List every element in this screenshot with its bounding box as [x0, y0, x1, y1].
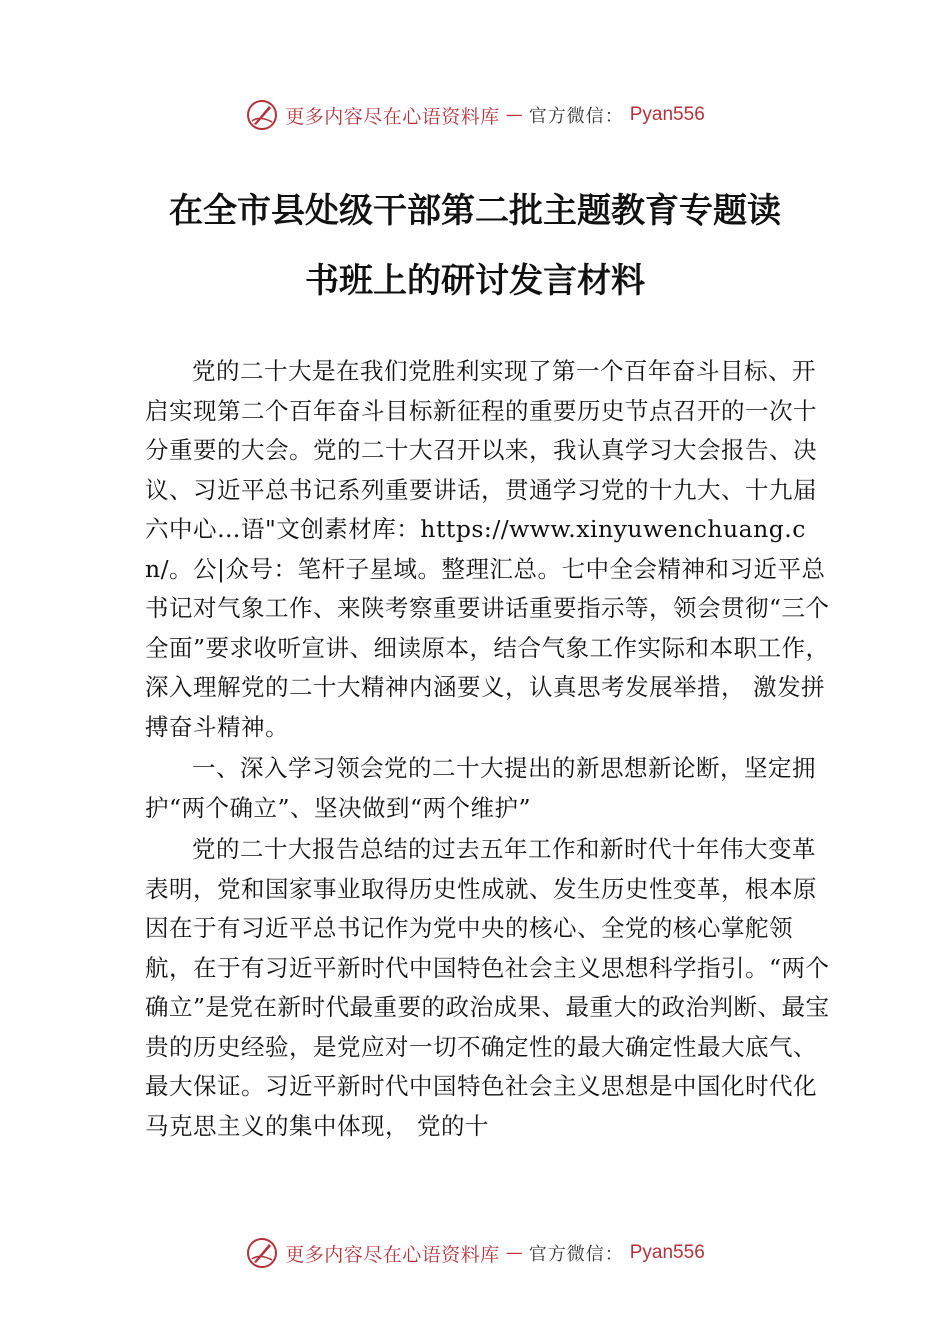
banner-wechat-label: 官方微信： [528, 1244, 624, 1265]
body-paragraph-2: 党的二十大报告总结的过去五年工作和新时代十年伟大变革表明，党和国家事业取得历史性成就、发生历史性变革，根本原因在于有习近平总书记作为党中央的核心、全党的核心掌舵领航，在于有习近平新时代中国特色社会主义思想科学指引。“两个确立”是党在新时代最重要的政治成果、最重大的政治判断、最宝贵的历史经验，是党应对一切不确定性的最大确定性最大底气、最大保证。习近平新时代中国特色社会主义思想是中国化时代化马克思主义的集中体现， 党的十 [145, 835, 830, 1140]
quill-pen-logo-icon [245, 1236, 279, 1270]
banner-wechat-id: Pyan556 [629, 104, 705, 125]
header-banner [0, 95, 950, 135]
banner-wechat-id: Pyan556 [629, 1242, 705, 1263]
document-title-line-2: 书班上的研讨发言材料 [305, 261, 645, 301]
document-title-line-1: 在全市县处级干部第二批主题教育专题读 [169, 191, 781, 231]
banner-separator: — [505, 105, 523, 125]
banner-library-text: 更多内容尽在心语资料库 [285, 1243, 500, 1266]
document-title [0, 176, 950, 316]
body-paragraph-1: 党的二十大是在我们党胜利实现了第一个百年奋斗目标、开启实现第二个百年奋斗目标新征程的重要历史节点召开的一次十分重要的大会。党的二十大召开以来，我认真学习大会报告、决议、习近平总书记系列重要讲话，贯通学习党的十九大、十九届六中心…语"文创素材库：https://www.xinyuwenchuang.cn/。公|众号：笔杆子星域。整理汇总。七中全会精神和习近平总书记对气象工作、来陕考察重要讲话重要指示等，领会贯彻“三个全面”要求收听宣讲、细读原本，结合气象工作实际和本职工作，深入理解党的二十大精神内涵要义，认真思考发展举措， 激发拼搏奋斗精神。 [145, 357, 830, 741]
quill-pen-logo-icon [245, 98, 279, 132]
footer-banner [0, 1233, 950, 1273]
banner-separator: — [505, 1243, 523, 1263]
banner-library-text: 更多内容尽在心语资料库 [285, 105, 500, 128]
banner-wechat-label: 官方微信： [528, 106, 624, 127]
document-body [145, 352, 835, 1146]
section-heading-1: 一、深入学习领会党的二十大提出的新思想新论断，坚定拥护“两个确立”、坚决做到“两个维护” [145, 754, 816, 822]
